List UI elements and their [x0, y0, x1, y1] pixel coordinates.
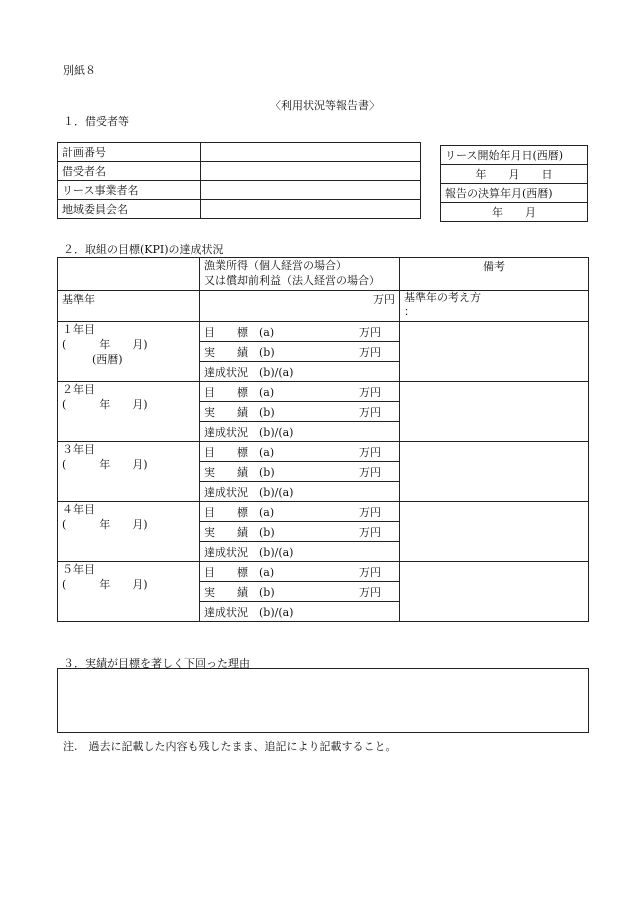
remarks-cell[interactable] — [400, 502, 589, 562]
actual-unit: 万円 — [359, 585, 381, 599]
shortfall-reason-box[interactable] — [57, 668, 589, 733]
year-cell — [58, 562, 200, 622]
income-header-line2: 又は償却前利益（法人経営の場合） — [204, 274, 380, 287]
target-unit: 万円 — [359, 505, 381, 519]
income-column-header — [200, 258, 400, 291]
base-year-label: 基準年 — [58, 291, 200, 322]
status-row[interactable]: 達成状況 (b)/(a) — [200, 602, 400, 622]
borrower-table — [57, 142, 421, 219]
target-row[interactable] — [200, 382, 400, 402]
actual-label: 実 績 (b) — [204, 345, 275, 359]
year-cell — [58, 322, 200, 382]
actual-row[interactable] — [200, 582, 400, 602]
target-label: 目 標 (a) — [204, 385, 275, 399]
remarks-cell[interactable] — [400, 562, 589, 622]
income-header-line1: 漁業所得（個人経営の場合） — [204, 259, 347, 272]
document-title: 〈利用状況等報告書〉 — [270, 99, 380, 112]
actual-label: 実 績 (b) — [204, 465, 275, 479]
year-era: (西暦) — [92, 353, 123, 366]
target-row[interactable] — [200, 322, 400, 342]
target-unit: 万円 — [359, 385, 381, 399]
report-period-label: 報告の決算年月(西暦) — [441, 184, 588, 203]
actual-row[interactable] — [200, 402, 400, 422]
actual-row[interactable] — [200, 522, 400, 542]
lease-start-label: リース開始年月日(西暦) — [441, 146, 588, 165]
year-cell — [58, 442, 200, 502]
actual-label: 実 績 (b) — [204, 525, 275, 539]
year-period: ( 年 月) — [62, 458, 148, 471]
actual-unit: 万円 — [359, 525, 381, 539]
status-row[interactable]: 達成状況 (b)/(a) — [200, 542, 400, 562]
year-label: ２年目 — [62, 383, 95, 396]
status-row[interactable]: 達成状況 (b)/(a) — [200, 422, 400, 442]
remarks-cell[interactable] — [400, 442, 589, 502]
actual-label: 実 績 (b) — [204, 585, 275, 599]
report-period-field[interactable]: 年 月 — [441, 203, 588, 222]
section3-heading: ３．実績が目標を著しく下回った理由 — [63, 657, 250, 670]
target-unit: 万円 — [359, 325, 381, 339]
regional-committee-field[interactable] — [201, 200, 421, 219]
lease-date-table — [440, 145, 588, 222]
base-year-unit[interactable]: 万円 — [200, 291, 400, 322]
attachment-label: 別紙８ — [63, 64, 96, 77]
status-row[interactable]: 達成状況 (b)/(a) — [200, 482, 400, 502]
year-period: ( 年 月) — [62, 578, 148, 591]
row-label: 借受者名 — [58, 162, 201, 181]
remarks-column-header: 備考 — [400, 258, 589, 291]
year-period: ( 年 月) — [62, 398, 148, 411]
year-label: ５年目 — [62, 563, 95, 576]
target-label: 目 標 (a) — [204, 505, 275, 519]
target-row[interactable] — [200, 502, 400, 522]
year-period: ( 年 月) — [62, 338, 148, 351]
target-unit: 万円 — [359, 565, 381, 579]
remarks-cell[interactable] — [400, 322, 589, 382]
year-cell — [58, 382, 200, 442]
target-label: 目 標 (a) — [204, 565, 275, 579]
year-label: ４年目 — [62, 503, 95, 516]
footer-note: 注. 過去に記載した内容も残したまま、追記により記載すること。 — [63, 740, 397, 753]
year-period: ( 年 月) — [62, 518, 148, 531]
row-label: 地域委員会名 — [58, 200, 201, 219]
target-label: 目 標 (a) — [204, 445, 275, 459]
plan-number-field[interactable] — [201, 143, 421, 162]
status-row[interactable]: 達成状況 (b)/(a) — [200, 362, 400, 382]
target-unit: 万円 — [359, 445, 381, 459]
year-cell — [58, 502, 200, 562]
header-blank — [58, 258, 200, 291]
year-label: ３年目 — [62, 443, 95, 456]
kpi-table — [57, 257, 589, 622]
lease-start-field[interactable]: 年 月 日 — [441, 165, 588, 184]
row-label: 計画番号 — [58, 143, 201, 162]
actual-row[interactable] — [200, 342, 400, 362]
base-year-remark[interactable] — [400, 291, 589, 322]
base-year-remark-line2: ： — [404, 305, 415, 318]
actual-label: 実 績 (b) — [204, 405, 275, 419]
actual-unit: 万円 — [359, 405, 381, 419]
borrower-name-field[interactable] — [201, 162, 421, 181]
year-label: １年目 — [62, 323, 95, 336]
base-year-remark-line1: 基準年の考え方 — [404, 291, 481, 304]
row-label: リース事業者名 — [58, 181, 201, 200]
target-row[interactable] — [200, 442, 400, 462]
target-row[interactable] — [200, 562, 400, 582]
remarks-cell[interactable] — [400, 382, 589, 442]
lease-company-field[interactable] — [201, 181, 421, 200]
actual-row[interactable] — [200, 462, 400, 482]
section2-heading: ２．取組の目標(KPI)の達成状況 — [63, 243, 224, 256]
section1-heading: １．借受者等 — [63, 115, 129, 128]
target-label: 目 標 (a) — [204, 325, 275, 339]
actual-unit: 万円 — [359, 465, 381, 479]
actual-unit: 万円 — [359, 345, 381, 359]
